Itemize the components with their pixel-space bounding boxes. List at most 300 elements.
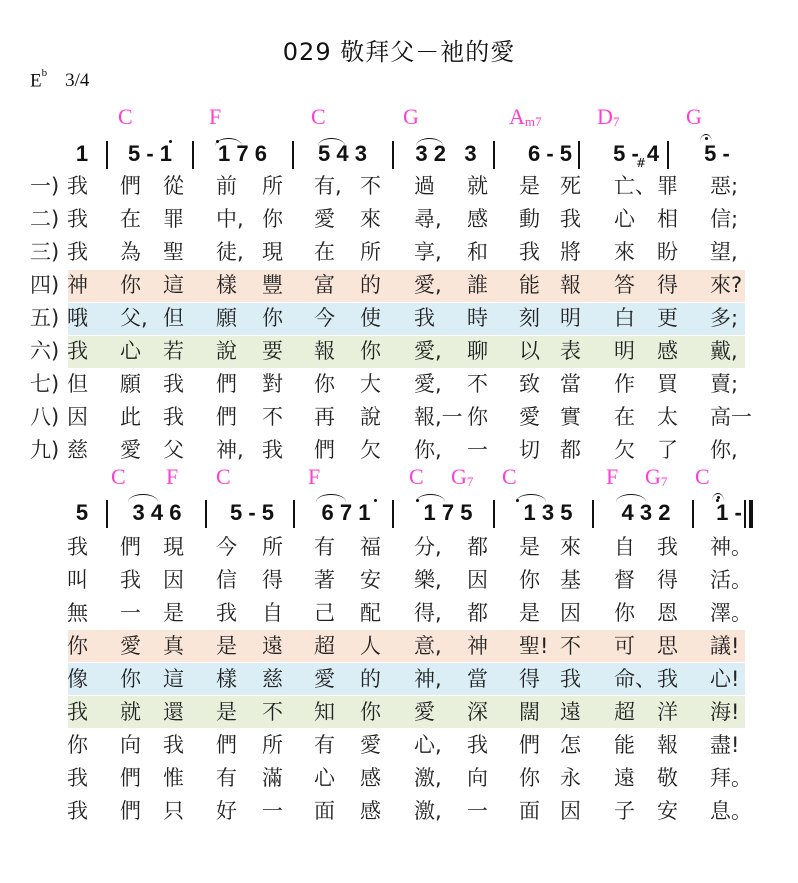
chord-quality: m7: [524, 114, 542, 129]
lyric-line: [0, 335, 798, 367]
measure-notes: 5 -: [704, 141, 730, 166]
chord-root: F: [606, 464, 619, 489]
lyric-syllable: 所: [262, 174, 283, 198]
lyric-syllable: 敬: [657, 766, 678, 790]
lyric-syllable: 樣: [216, 667, 237, 691]
lyric-line: [0, 762, 798, 794]
key-accidental: b: [41, 67, 48, 79]
lyric-syllable: 愛: [519, 405, 540, 429]
lyric-syllable: 澤。: [710, 601, 752, 625]
lyric-line: [0, 434, 798, 466]
lyric-syllable: 多;: [710, 306, 739, 330]
lyric-syllable: 得: [519, 667, 540, 691]
chord-root: C: [111, 464, 126, 489]
lyric-syllable: 豐: [262, 273, 283, 297]
lyric-syllable: 都: [467, 535, 488, 559]
lyric-syllable: 海!: [710, 700, 740, 724]
lyric-syllable: 我: [560, 207, 581, 231]
chord-quality: 7: [660, 474, 668, 489]
lyric-syllable: 只: [163, 799, 184, 823]
lyric-syllable: 叫: [67, 568, 88, 592]
chord-root: F: [308, 464, 321, 489]
final-barline-thick: [749, 500, 753, 528]
chord-root: G: [451, 464, 467, 489]
lyric-syllable: 子: [614, 799, 635, 823]
lyric-syllable: 報: [314, 339, 335, 363]
lyric-syllable: 超: [314, 634, 335, 658]
lyric-syllable: 切: [519, 438, 540, 462]
lyric-syllable: 是: [216, 700, 237, 724]
lyric-syllable: 們: [120, 766, 141, 790]
lyric-syllable: 你: [262, 306, 283, 330]
lyric-syllable: 面: [314, 799, 335, 823]
chord-root: D: [597, 104, 613, 129]
verse-number: 三): [30, 240, 60, 264]
lyric-syllable: 安: [657, 799, 678, 823]
verse-number: 八): [30, 405, 60, 429]
lyric-syllable: 們: [120, 799, 141, 823]
key-signature: [30, 67, 90, 92]
lyric-line: [0, 564, 798, 596]
chord-symbol: [209, 104, 221, 130]
lyric-syllable: 己: [314, 601, 335, 625]
chord-symbol: [403, 104, 419, 130]
verse-number: 六): [30, 339, 60, 363]
lyric-syllable: 是: [519, 601, 540, 625]
lyric-syllable: 我: [67, 799, 88, 823]
lyric-syllable: 愛: [360, 733, 381, 757]
lyric-syllable: 相: [657, 207, 678, 231]
lyric-syllable: 以: [519, 339, 540, 363]
lyric-syllable: 樣: [216, 273, 237, 297]
lyric-syllable: 但: [163, 306, 184, 330]
lyric-syllable: 你,: [414, 438, 442, 462]
measure-notes: 1 7 5: [423, 500, 473, 525]
barline: [692, 500, 694, 528]
lyric-syllable: 信: [216, 568, 237, 592]
lyric-syllable: 罪: [163, 207, 184, 231]
lyric-syllable: 為: [120, 240, 141, 264]
lyric-syllable: 能: [519, 273, 540, 297]
lyric-syllable: 愛: [414, 700, 435, 724]
lyric-syllable: 的: [360, 667, 381, 691]
lyric-syllable: 感: [360, 799, 381, 823]
chord-symbol: [451, 464, 473, 490]
lyric-syllable: 愛: [314, 667, 335, 691]
measure-notes: 6 7 1: [321, 500, 371, 525]
lyric-syllable: 願: [120, 372, 141, 396]
lyric-syllable: 激,: [414, 799, 442, 823]
lyric-syllable: 但: [67, 372, 88, 396]
lyric-syllable: 都: [560, 438, 581, 462]
verse-number: 九): [30, 438, 60, 462]
lyric-syllable: 戴,: [710, 339, 738, 363]
lyric-syllable: 愛: [314, 207, 335, 231]
lyric-syllable: 我: [67, 339, 88, 363]
lyric-syllable: 心: [120, 339, 141, 363]
lyric-syllable: 慈: [262, 667, 283, 691]
lyric-syllable: 你: [519, 766, 540, 790]
chord-root: G: [403, 104, 419, 129]
lyric-syllable: 我: [67, 240, 88, 264]
lyric-syllable: 聖: [163, 240, 184, 264]
lyric-syllable: 要: [262, 339, 283, 363]
barline: [493, 141, 495, 169]
measure-notes: 3 4 6: [132, 500, 182, 525]
lyric-syllable: 明: [560, 306, 581, 330]
lyric-syllable: 得,: [414, 601, 442, 625]
lyric-syllable: 父,: [120, 306, 148, 330]
chord-root: C: [695, 464, 710, 489]
barline: [392, 141, 394, 169]
measure-notes: 5 -: [613, 141, 639, 166]
lyric-syllable: 亡、: [614, 174, 656, 198]
lyric-syllable: 拜。: [710, 766, 752, 790]
lyric-syllable: 再: [314, 405, 335, 429]
lyric-syllable: 所: [262, 535, 283, 559]
lyric-syllable: 是: [519, 174, 540, 198]
lyric-syllable: 我: [67, 174, 88, 198]
lyric-syllable: 願: [216, 306, 237, 330]
lyric-syllable: 一: [120, 601, 141, 625]
lyric-syllable: 得: [657, 273, 678, 297]
lyric-syllable: 不: [467, 372, 488, 396]
lyric-syllable: 分,: [414, 535, 442, 559]
measure-notes: 5 4 3: [318, 141, 367, 166]
lyric-syllable: 心: [614, 207, 635, 231]
chord-root: C: [311, 104, 326, 129]
lyric-syllable: 聖!: [519, 634, 549, 658]
chord-symbol: [311, 104, 326, 130]
lyric-syllable: 不: [360, 174, 381, 198]
lyric-syllable: 表: [560, 339, 581, 363]
lyric-syllable: 慈: [67, 438, 88, 462]
lyric-syllable: 明: [614, 339, 635, 363]
lyric-syllable: 愛,: [414, 372, 442, 396]
lyric-syllable: 實: [560, 405, 581, 429]
lyric-syllable: 你: [67, 733, 88, 757]
lyric-syllable: 你: [467, 405, 488, 429]
lyric-syllable: 我: [216, 601, 237, 625]
measure-notes: 3 2 3: [415, 141, 477, 166]
lyric-syllable: 所: [262, 733, 283, 757]
lyric-syllable: 所: [360, 240, 381, 264]
lyric-syllable: 們: [216, 372, 237, 396]
chord-root: G: [686, 104, 702, 129]
chord-root: C: [502, 464, 517, 489]
lyric-syllable: 你,: [710, 438, 738, 462]
barline: [205, 500, 207, 528]
chord-symbol: [597, 104, 619, 130]
lyric-syllable: 還: [163, 700, 184, 724]
barline: [293, 500, 295, 528]
lyric-syllable: 有: [216, 766, 237, 790]
lyric-syllable: 你: [314, 372, 335, 396]
chord-symbol: [216, 464, 231, 490]
lyric-syllable: 享,: [414, 240, 442, 264]
lyric-syllable: 來: [614, 240, 635, 264]
chord-root: F: [209, 104, 222, 129]
chord-symbol: [409, 464, 424, 490]
chord-quality: 7: [612, 114, 620, 129]
chord-symbol: [695, 464, 710, 490]
lyric-syllable: 父: [163, 438, 184, 462]
lyric-syllable: 議!: [710, 634, 740, 658]
lyric-syllable: 面: [519, 799, 540, 823]
lyric-syllable: 我: [163, 372, 184, 396]
verse-number: 二): [30, 207, 60, 231]
lyric-syllable: 愛: [120, 634, 141, 658]
lyric-syllable: 遠: [614, 766, 635, 790]
verse-number: 七): [30, 372, 60, 396]
lyric-line: [0, 795, 798, 827]
verse-number: 五): [30, 306, 60, 330]
measure-notes: 5 - 5: [229, 500, 275, 525]
lyric-syllable: 因: [560, 799, 581, 823]
lyric-syllable: 福: [360, 535, 381, 559]
lyric-syllable: 永: [560, 766, 581, 790]
lyric-syllable: 洋: [657, 700, 678, 724]
lyric-syllable: 就: [120, 700, 141, 724]
lyric-syllable: 你: [360, 339, 381, 363]
lyric-syllable: 白: [614, 306, 635, 330]
lyric-syllable: 知: [314, 700, 335, 724]
lyric-syllable: 欠: [614, 438, 635, 462]
lyric-line: [0, 236, 798, 268]
lyric-syllable: 因: [163, 568, 184, 592]
lyric-syllable: 誰: [467, 273, 488, 297]
lyric-syllable: 哦: [67, 306, 88, 330]
lyric-syllable: 自: [262, 601, 283, 625]
lyric-syllable: 你: [120, 667, 141, 691]
lyric-syllable: 們: [314, 438, 335, 462]
lyric-syllable: 惟: [163, 766, 184, 790]
measure-notes: 1: [75, 141, 89, 166]
lyric-line: [0, 531, 798, 563]
lyric-syllable: 你: [120, 273, 141, 297]
measure-notes: 4 3 2: [621, 500, 671, 525]
lyric-syllable: 我: [519, 240, 540, 264]
lyric-syllable: 當: [467, 667, 488, 691]
lyric-syllable: 人: [360, 634, 381, 658]
lyric-syllable: 高一: [710, 405, 752, 429]
lyric-syllable: 有: [314, 535, 335, 559]
measure-notes: 5 - 1: [127, 141, 173, 166]
chord-symbol: [686, 104, 702, 130]
lyric-syllable: 更: [657, 306, 678, 330]
barline: [592, 500, 594, 528]
lyric-syllable: 今: [314, 306, 335, 330]
lyric-syllable: 報,一: [414, 405, 463, 429]
lyric-syllable: 心,: [414, 733, 442, 757]
lyric-syllable: 有,: [314, 174, 342, 198]
sharp-sign: #: [636, 156, 647, 170]
lyric-syllable: 基: [560, 568, 581, 592]
lyric-syllable: 就: [467, 174, 488, 198]
lyric-syllable: 神。: [710, 535, 752, 559]
lyric-syllable: 買: [657, 372, 678, 396]
lyric-syllable: 作: [614, 372, 635, 396]
lyric-syllable: 配: [360, 601, 381, 625]
lyric-syllable: 若: [163, 339, 184, 363]
lyric-syllable: 息。: [710, 799, 752, 823]
lyric-syllable: 報: [657, 733, 678, 757]
lyric-syllable: 都: [467, 601, 488, 625]
lyric-syllable: 將: [560, 240, 581, 264]
lyric-syllable: 我: [560, 667, 581, 691]
lyric-syllable: 在: [614, 405, 635, 429]
lyric-syllable: 大: [360, 372, 381, 396]
lyric-syllable: 我: [414, 306, 435, 330]
measure-notes: 1 -: [716, 500, 742, 525]
barline: [667, 141, 669, 169]
lyric-syllable: 督: [614, 568, 635, 592]
lyric-syllable: 刻: [519, 306, 540, 330]
chord-root: F: [166, 464, 179, 489]
lyric-syllable: 過: [414, 174, 435, 198]
lyric-syllable: 在: [120, 207, 141, 231]
lyric-syllable: 感: [467, 207, 488, 231]
lyric-syllable: 我: [657, 667, 678, 691]
lyric-syllable: 死: [560, 174, 581, 198]
measure-notes: 6 - 5: [527, 141, 573, 166]
lyric-syllable: 你: [262, 207, 283, 231]
lyric-syllable: 們: [120, 535, 141, 559]
lyric-syllable: 恩: [657, 601, 678, 625]
chord-root: C: [118, 104, 133, 129]
lyric-syllable: 意,: [414, 634, 442, 658]
lyric-syllable: 是: [216, 634, 237, 658]
lyric-syllable: 遠: [560, 700, 581, 724]
chord-symbol: [111, 464, 126, 490]
lyric-syllable: 不: [560, 634, 581, 658]
chord-root: C: [409, 464, 424, 489]
lyric-syllable: 一: [262, 799, 283, 823]
chord-symbol: [308, 464, 320, 490]
lyric-syllable: 賣;: [710, 372, 739, 396]
lyric-syllable: 心: [314, 766, 335, 790]
lyric-syllable: 盼: [657, 240, 678, 264]
lyric-syllable: 來?: [710, 273, 743, 297]
lyric-syllable: 是: [519, 535, 540, 559]
lyric-syllable: 你: [614, 601, 635, 625]
lyric-line: [0, 302, 798, 334]
lyric-syllable: 我: [67, 766, 88, 790]
lyric-syllable: 闊: [519, 700, 540, 724]
lyric-syllable: 愛: [120, 438, 141, 462]
lyric-syllable: 深: [467, 700, 488, 724]
lyric-syllable: 們: [519, 733, 540, 757]
lyric-syllable: 答: [614, 273, 635, 297]
lyric-line: [0, 663, 798, 695]
lyric-syllable: 這: [163, 273, 184, 297]
lyric-syllable: 思: [657, 634, 678, 658]
lyric-syllable: 現: [262, 240, 283, 264]
lyric-syllable: 此: [120, 405, 141, 429]
lyric-syllable: 使: [360, 306, 381, 330]
lyric-syllable: 在: [314, 240, 335, 264]
lyric-syllable: 有: [314, 733, 335, 757]
lyric-syllable: 命、: [614, 667, 656, 691]
lyric-syllable: 神: [467, 634, 488, 658]
lyric-syllable: 我: [467, 733, 488, 757]
lyric-syllable: 前: [216, 174, 237, 198]
lyric-syllable: 怎: [560, 733, 581, 757]
barline: [106, 141, 108, 169]
measure-notes: 1 7 6: [218, 141, 267, 166]
lyric-syllable: 們: [216, 733, 237, 757]
lyric-syllable: 因: [467, 568, 488, 592]
lyric-syllable: 不: [262, 700, 283, 724]
verse-number: 一): [30, 174, 60, 198]
lyric-syllable: 報: [560, 273, 581, 297]
lyric-line: [0, 203, 798, 235]
lyric-syllable: 我: [262, 438, 283, 462]
lyric-syllable: 信;: [710, 207, 739, 231]
lyric-line: [0, 170, 798, 202]
barline: [192, 141, 194, 169]
lyric-syllable: 向: [467, 766, 488, 790]
lyric-line: [0, 597, 798, 629]
lyric-syllable: 對: [262, 372, 283, 396]
lyric-syllable: 能: [614, 733, 635, 757]
lyric-line: [0, 729, 798, 761]
barline: [493, 500, 495, 528]
lyric-syllable: 真: [163, 634, 184, 658]
chord-symbol: [606, 464, 618, 490]
lyric-syllable: 我: [120, 568, 141, 592]
lyric-syllable: 因: [67, 405, 88, 429]
lyric-syllable: 遠: [262, 634, 283, 658]
chord-symbol: [645, 464, 667, 490]
lyric-syllable: 一: [467, 438, 488, 462]
lyric-line: [0, 269, 798, 301]
lyric-syllable: 滿: [262, 766, 283, 790]
lyric-syllable: 聊: [467, 339, 488, 363]
barline: [392, 500, 394, 528]
lyric-syllable: 樂,: [414, 568, 442, 592]
chord-root: G: [645, 464, 661, 489]
lyric-syllable: 們: [216, 405, 237, 429]
lyric-syllable: 向: [120, 733, 141, 757]
measure-notes: 5: [75, 500, 89, 525]
lyric-syllable: 著: [314, 568, 335, 592]
song-title: 029 敬拜父－祂的愛: [282, 38, 516, 66]
lyric-syllable: 我: [163, 405, 184, 429]
lyric-syllable: 來: [560, 535, 581, 559]
chord-root: A: [509, 104, 525, 129]
chord-symbol: [509, 104, 542, 130]
lyric-syllable: 可: [614, 634, 635, 658]
lyric-syllable: 了: [657, 438, 678, 462]
chord-root: C: [216, 464, 231, 489]
lyric-syllable: 自: [614, 535, 635, 559]
lyric-syllable: 中,: [216, 207, 244, 231]
lyric-syllable: 時: [467, 306, 488, 330]
lyric-syllable: 得: [657, 568, 678, 592]
lyric-syllable: 一: [467, 799, 488, 823]
lyric-syllable: 得: [262, 568, 283, 592]
chord-symbol: [502, 464, 517, 490]
lyric-syllable: 你: [360, 700, 381, 724]
lyric-syllable: 徒,: [216, 240, 244, 264]
lyric-syllable: 們: [120, 174, 141, 198]
lyric-syllable: 因: [560, 601, 581, 625]
verse-number: 四): [30, 273, 60, 297]
lyric-line: [0, 696, 798, 728]
lyric-syllable: 你: [519, 568, 540, 592]
lyric-syllable: 現: [163, 535, 184, 559]
